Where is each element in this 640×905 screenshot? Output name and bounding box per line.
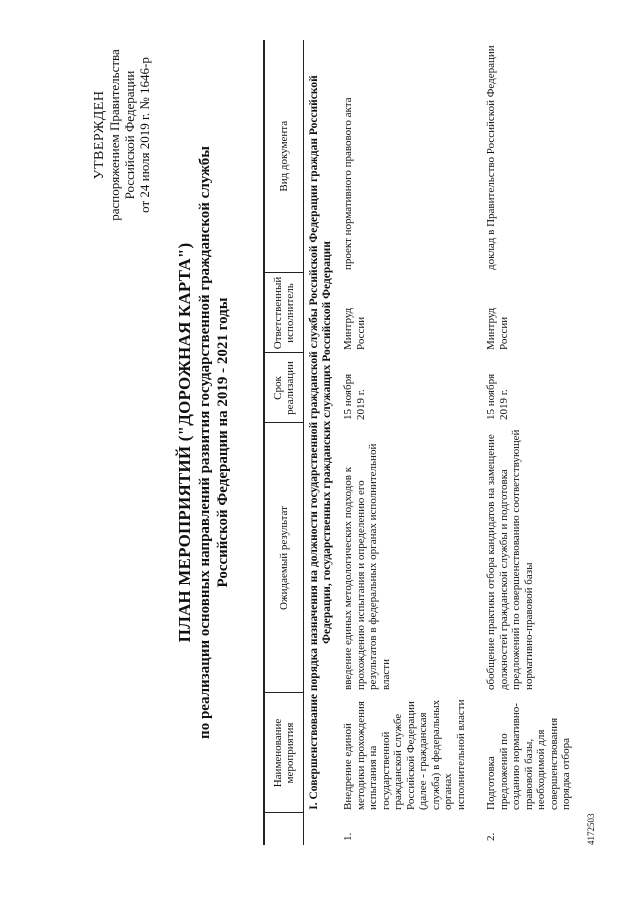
section-row [304, 40, 340, 845]
plan-table [263, 40, 575, 845]
approval-word: УТВЕРЖДЕН [92, 90, 107, 180]
row-deadline: 15 ноября 2019 г. [342, 373, 367, 420]
table-row [339, 40, 469, 845]
row-result: обобщение практики отбора кандидатов на замещение должностей гражданской службы и подготовка предложений по совершенствованию соответствующей нормативно-правовой базы [485, 429, 535, 690]
approval-line-1: распоряжением Правительства [107, 49, 122, 221]
row-num: 2. [485, 832, 497, 841]
header-executor: Ответственный исполнитель [264, 273, 304, 353]
table-header-row [264, 40, 304, 845]
title-main: ПЛАН МЕРОПРИЯТИЙ ("ДОРОЖНАЯ КАРТА") [175, 242, 194, 643]
document-title [176, 30, 232, 855]
row-doc: доклад в Правительство Российской Федерации [485, 45, 497, 270]
section-title: I. Совершенствование порядка назначения на должности государственной гражданской службы Российской Федерации граждан Российской Федерации, государственных гражданских служащих Российской Федерации [308, 75, 333, 810]
title-line-3: Российской Федерации на 2019 - 2021 годы [215, 297, 231, 588]
header-deadline: Срок реализации [264, 353, 304, 423]
title-line-2: по реализации основных направлений развития государственной гражданской службы [197, 146, 213, 739]
approval-stamp [92, 30, 152, 240]
document-id: 4172503 [586, 813, 596, 845]
row-doc: проект нормативного правового акта [342, 97, 354, 270]
table-row [469, 40, 575, 845]
header-num [264, 813, 304, 845]
document-page [0, 10, 600, 875]
row-deadline: 15 ноября 2019 г. [485, 373, 510, 420]
row-executor: Минтруд России [485, 307, 510, 350]
header-doc: Вид документа [264, 40, 304, 273]
header-result: Ожидаемый результат [264, 423, 304, 693]
row-name: Подготовка предложений по созданию нормативно-правовой базы, необходимой для совершенствования порядка отбора [485, 703, 572, 810]
approval-line-2: Российской Федерации [122, 70, 137, 200]
row-result: введение единых методологических подходов к прохождению испытания и определению его результатов в федеральных органах исполнительной власти [342, 443, 392, 690]
row-num: 1. [342, 832, 354, 841]
row-name: Внедрение единой методики прохождения испытания на государственной гражданской службе Российской Федерации (далее - гражданская служба) в федеральных органах исполнительной власти [342, 699, 467, 810]
row-executor: Минтруд России [342, 307, 367, 350]
approval-line-3: от 24 июля 2019 г. № 1646-р [137, 57, 152, 213]
header-name: Наименование мероприятия [264, 693, 304, 813]
